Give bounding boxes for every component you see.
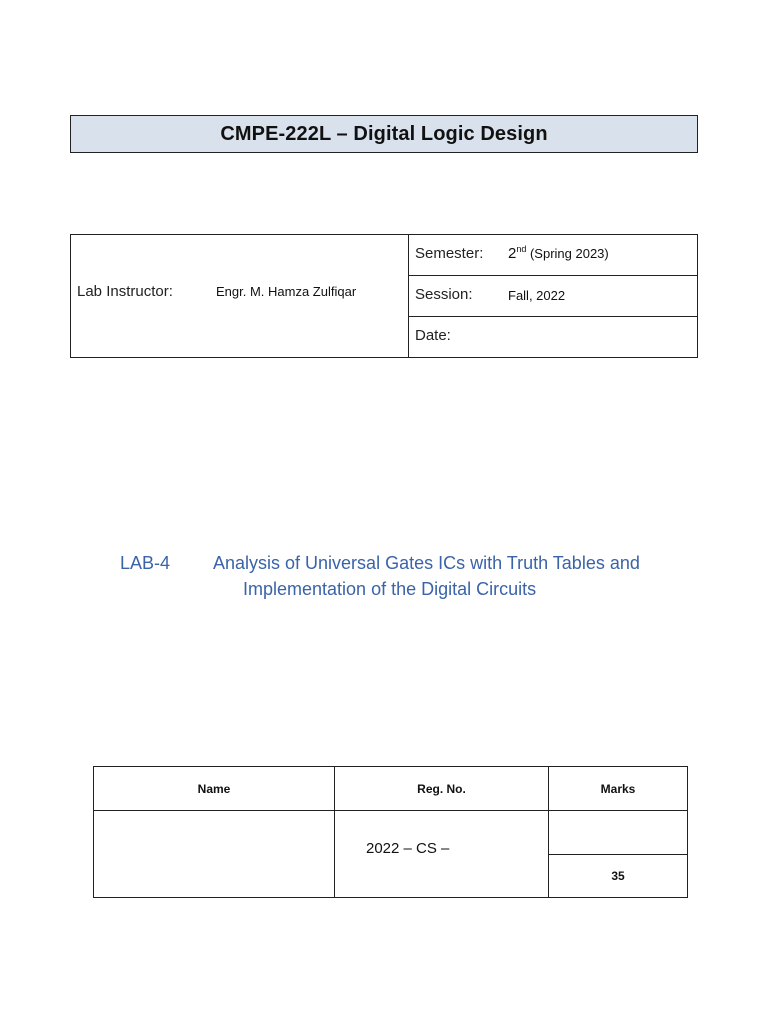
marks-obtained-cell (549, 811, 687, 855)
reg-no-value: 2022 – CS – (366, 840, 450, 857)
semester-detail: (Spring 2023) (526, 246, 609, 261)
semester-cell (409, 235, 697, 276)
date-label: Date: (415, 327, 451, 344)
header-reg-no: Reg. No. (335, 767, 549, 811)
info-table (70, 234, 698, 358)
instructor-label: Lab Instructor: (77, 283, 173, 300)
document-title: CMPE-222L – Digital Logic Design (70, 115, 698, 153)
session-cell (409, 276, 697, 317)
reg-no-cell (335, 811, 549, 897)
instructor-value: Engr. M. Hamza Zulfiqar (216, 284, 357, 299)
semester-value (508, 244, 609, 262)
lab-number: LAB-4 (120, 553, 171, 573)
date-cell (409, 317, 697, 357)
semester-label: Semester: (415, 245, 484, 262)
total-marks: 35 (611, 869, 625, 883)
instructor-cell (71, 235, 409, 357)
session-value: Fall, 2022 (508, 288, 566, 303)
semester-suffix: nd (516, 244, 527, 254)
lab-title-line1: Analysis of Universal Gates ICs with Truth Tables and (213, 553, 640, 573)
session-label: Session: (415, 286, 473, 303)
marks-table (93, 766, 688, 898)
header-marks: Marks (549, 767, 687, 811)
lab-title-line2: Implementation of the Digital Circuits (243, 579, 537, 599)
semester-ordinal: 2 (508, 245, 517, 262)
name-cell (94, 811, 335, 897)
header-name: Name (94, 767, 335, 811)
